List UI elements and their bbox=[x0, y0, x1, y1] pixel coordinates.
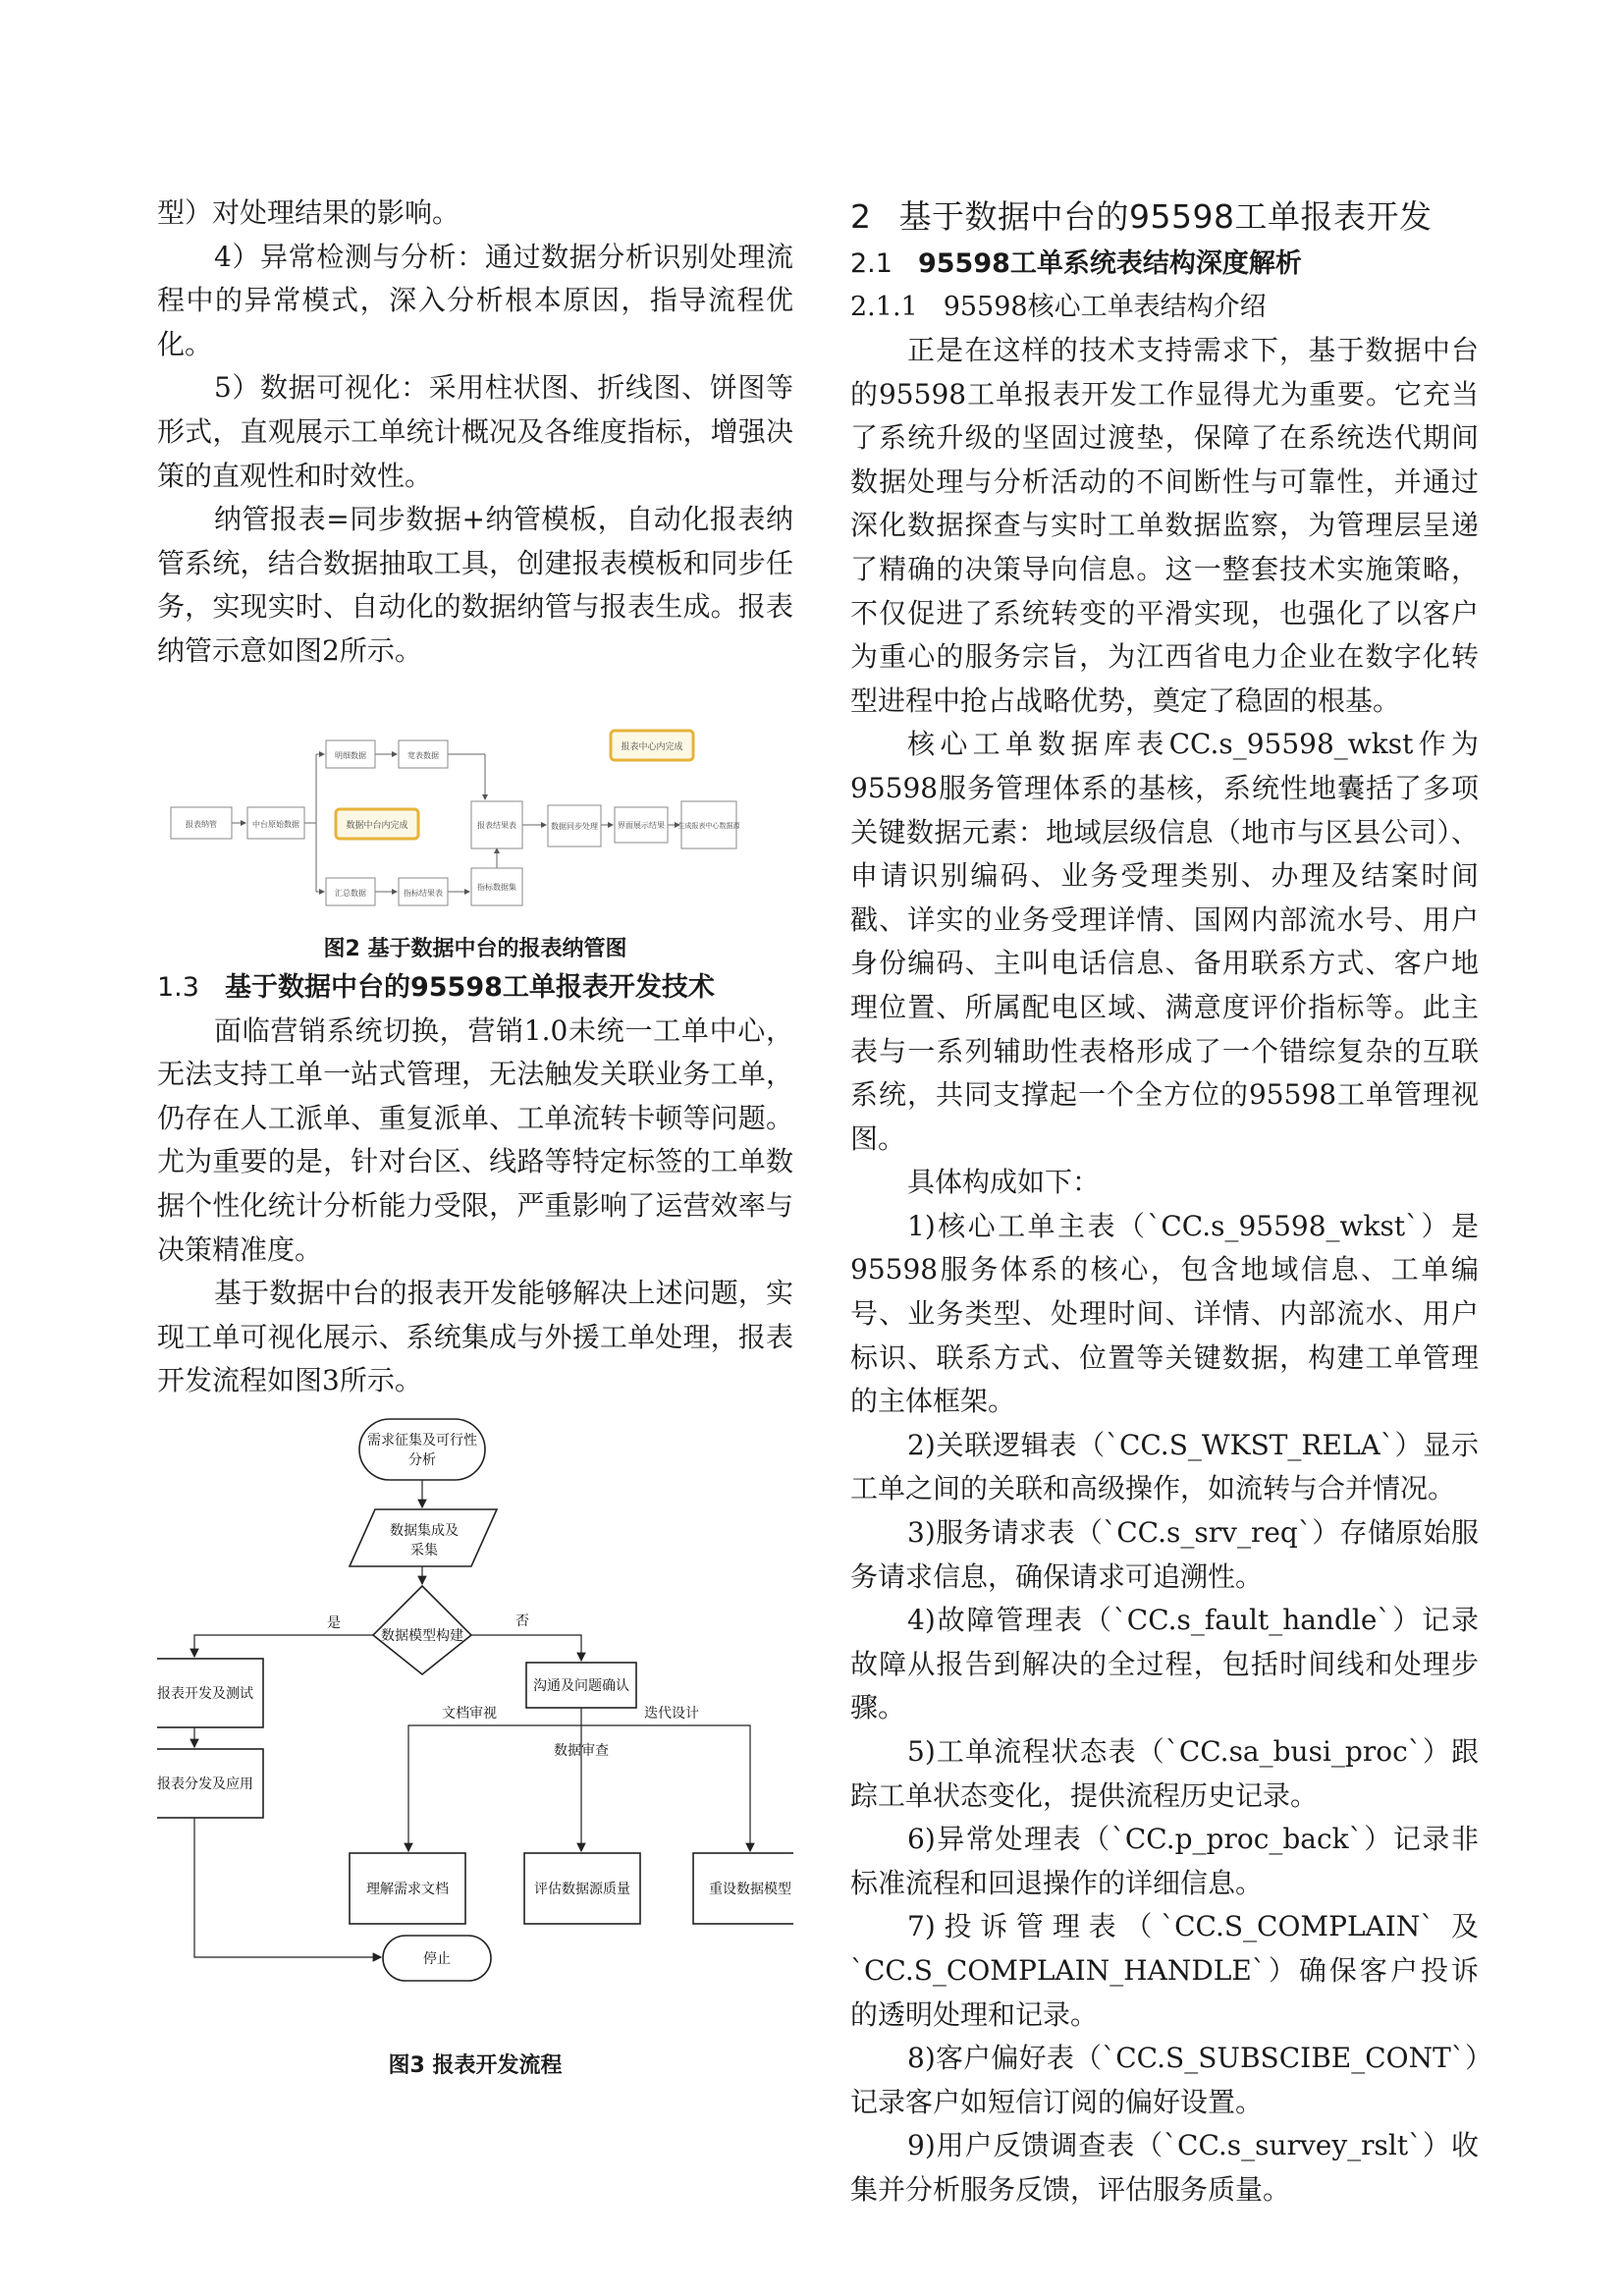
understand-label: 理解需求文档 bbox=[366, 1881, 449, 1897]
data-label-line1: 数据集成及 bbox=[390, 1522, 459, 1539]
start-label-line1: 需求征集及可行性 bbox=[367, 1432, 477, 1449]
subsection-heading bbox=[850, 286, 1479, 329]
communicate-label: 沟通及问题确认 bbox=[533, 1677, 629, 1694]
node-top1: 明细数据 bbox=[335, 750, 366, 760]
dev-deploy-label: 报表分发及应用 bbox=[157, 1776, 253, 1792]
figure-2-diagram bbox=[157, 711, 793, 917]
list-item: 8)客户偏好表（`CC.S_SUBSCIBE_CONT`）记录客户如短信订阅的偏好设置。 bbox=[850, 2042, 1479, 2118]
subsection-number: 2.1.1 bbox=[850, 292, 918, 322]
list-item: 3)服务请求表（`CC.s_srv_req`）存储原始服务请求信息，确保请求可追溯性。 bbox=[850, 1516, 1479, 1593]
paragraph: 面临营销系统切换，营销1.0未统一工单中心，无法支持工单一站式管理，无法触发关联业务工单，仍存在人工派单、重复派单、工单流转卡顿等问题。尤为重要的是，针对台区、线路等特定标签的工单数据个性化统计分析能力受限，严重影响了运营效率与决策精准度。 bbox=[157, 1013, 793, 1266]
redesign-label: 重设数据模型 bbox=[709, 1881, 791, 1897]
list-item: 6)异常处理表（`CC.p_proc_back`）记录非标准流程和回退操作的详细信息。 bbox=[850, 1823, 1479, 1899]
figure-3-caption: 图3 报表开发流程 bbox=[388, 2052, 563, 2078]
list-item: 2)关联逻辑表（`CC.S_WKST_RELA`）显示工单之间的关联和高级操作，如流转与合并情况。 bbox=[850, 1428, 1479, 1505]
section-heading-1-3 bbox=[157, 966, 793, 1010]
section-number: 1.3 bbox=[157, 971, 199, 1003]
list-item: 5)工单流程状态表（`CC.sa_busi_proc`）跟踪工单状态变化，提供流程历史记录。 bbox=[850, 1735, 1479, 1812]
chapter-title: 基于数据中台的95598工单报表开发 bbox=[898, 197, 1433, 236]
data-label-line2: 采集 bbox=[410, 1542, 438, 1558]
paragraph: 5）数据可视化：采用柱状图、折线图、饼图等形式，直观展示工单统计概况及各维度指标，增强决策的直观性和时效性。 bbox=[157, 371, 793, 492]
node-bot1: 汇总数据 bbox=[335, 888, 366, 898]
node-display: 界面展示结果 bbox=[618, 820, 665, 830]
figure-2-caption: 图2 基于数据中台的报表纳管图 bbox=[323, 936, 627, 961]
edge-no-label: 否 bbox=[515, 1613, 529, 1629]
node-mid: 中台原始数据 bbox=[252, 819, 299, 829]
node-bot2: 指标结果表 bbox=[404, 888, 443, 898]
list-item: 4)故障管理表（`CC.s_fault_handle`）记录故障从报告到解决的全过程，包括时间线和处理步骤。 bbox=[850, 1604, 1479, 1724]
figure-3-flowchart bbox=[157, 1417, 793, 2046]
evaluate-label: 评估数据源质量 bbox=[534, 1881, 630, 1897]
chapter-heading bbox=[850, 191, 1479, 243]
node-center: 报表结果表 bbox=[477, 820, 516, 830]
left-column bbox=[157, 191, 793, 2083]
paragraph: 正是在这样的技术支持需求下，基于数据中台的95598工单报表开发工作显得尤为重要。它充当了系统升级的坚固过渡垫，保障了在系统迭代期间数据处理与分析活动的不间断性与可靠性，并通过深化数据探查与实时工单数据监察，为管理层呈递了精确的决策导向信息。这一整套技术实施策略，不仅促进了系统转变的平滑实现，也强化了以客户为重心的服务宗旨，为江西省电力企业在数字化转型进程中抢占战略优势，奠定了稳固的根基。 bbox=[850, 334, 1479, 717]
paragraph: 基于数据中台的报表开发能够解决上述问题，实现工单可视化展示、系统集成与外援工单处理，报表开发流程如图3所示。 bbox=[157, 1277, 793, 1397]
note-platform: 数据中台内完成 bbox=[346, 820, 408, 831]
paragraph: 核心工单数据库表CC.s_95598_wkst作为95598服务管理体系的基核，系统性地囊括了多项关键数据元素：地域层级信息（地市与区县公司）、申请识别编码、业务受理类别、办理及结案时间戳、详实的业务受理详情、国网内部流水号、用户身份编码、主叫电话信息、备用联系方式、客户地理位置、所属配电区域、满意度评价指标等。此主表与一系列辅助性表格形成了一个错综复杂的互联系统，共同支撑起一个全方位的95598工单管理视图。 bbox=[850, 728, 1479, 1155]
node-bot3: 指标数据集 bbox=[477, 882, 516, 892]
node-final: 生成报表中心数据源 bbox=[677, 821, 740, 830]
decision-label: 数据模型构建 bbox=[381, 1627, 463, 1644]
paragraph: 具体构成如下： bbox=[907, 1166, 1101, 1199]
start-label-line2: 分析 bbox=[408, 1451, 436, 1468]
paragraph: 4）异常检测与分析：通过数据分析识别处理流程中的异常模式，深入分析根本原因，指导流程优化。 bbox=[157, 240, 793, 360]
list-item: 1)核心工单主表（`CC.s_95598_wkst`）是95598服务体系的核心，包含地域信息、工单编号、业务类型、处理时间、详情、内部流水、用户标识、联系方式、位置等关键数据，构建工单管理的主体框架。 bbox=[850, 1209, 1479, 1418]
chapter-number: 2 bbox=[850, 197, 872, 236]
right-column bbox=[850, 191, 1479, 2213]
section-number: 2.1 bbox=[850, 248, 893, 279]
paragraph: 纳管报表=同步数据+纳管模板，自动化报表纳管系统，结合数据抽取工具，创建报表模板和同步任务，实现实时、自动化的数据纳管与报表生成。报表纳管示意如图2所示。 bbox=[157, 503, 793, 667]
dev-test-label: 报表开发及测试 bbox=[157, 1685, 253, 1702]
list-item: 7)投诉管理表（`CC.S_COMPLAIN` 及`CC.S_COMPLAIN_HANDLE`）确保客户投诉的透明处理和记录。 bbox=[850, 1910, 1479, 2031]
edge-iter-label: 迭代设计 bbox=[644, 1705, 699, 1722]
subsection-title: 95598核心工单表结构介绍 bbox=[943, 292, 1267, 322]
edge-yes-label: 是 bbox=[327, 1614, 341, 1631]
node-top2: 宽表数据 bbox=[407, 750, 439, 760]
paragraph: 型）对处理结果的影响。 bbox=[157, 196, 460, 229]
section-title: 95598工单系统表结构深度解析 bbox=[917, 248, 1302, 279]
stop-label: 停止 bbox=[423, 1950, 451, 1967]
edge-doc-label: 文档审视 bbox=[442, 1705, 497, 1722]
node-start: 报表纳管 bbox=[186, 819, 217, 829]
note-report-center: 报表中心内完成 bbox=[621, 741, 683, 752]
edge-data-label: 数据审查 bbox=[554, 1742, 609, 1759]
list-item: 9)用户反馈调查表（`CC.s_survey_rslt`）收集并分析服务反馈，评估服务质量。 bbox=[850, 2129, 1479, 2206]
section-heading bbox=[850, 243, 1479, 286]
section-title: 基于数据中台的95598工单报表开发技术 bbox=[224, 971, 715, 1003]
node-sync: 数据同步处理 bbox=[551, 821, 598, 831]
